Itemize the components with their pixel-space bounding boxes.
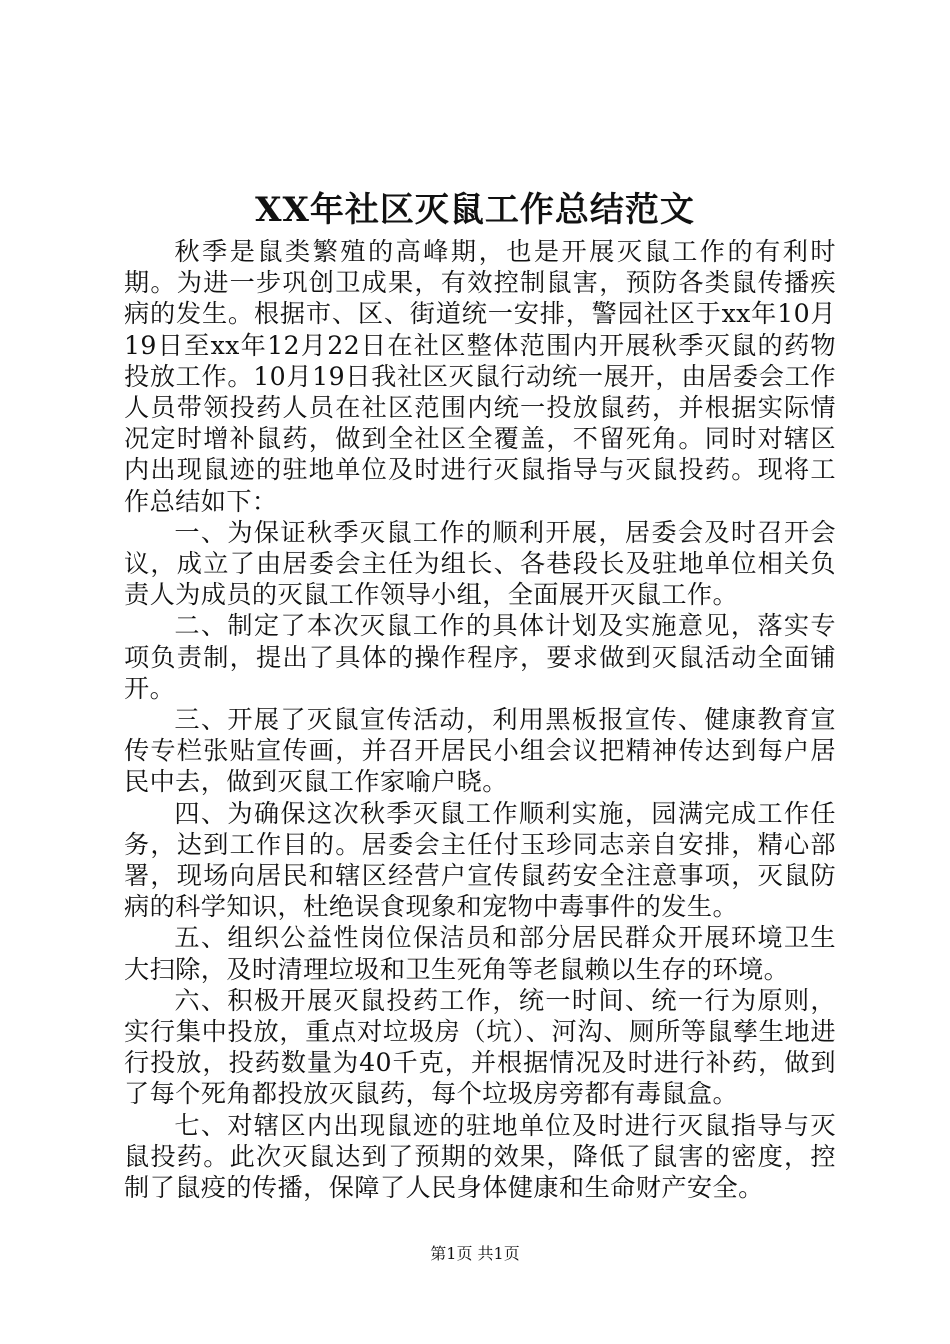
item-paragraph-6: 六、积极开展灭鼠投药工作，统一时间、统一行为原则，实行集中投放，重点对垃圾房（坑）、河沟、厕所等鼠孳生地进行投放，投药数量为40千克，并根据情况及时进行补药，做到了每个死角都投放灭鼠药，每个垃圾房旁都有毒鼠盒。 [124,985,836,1109]
intro-paragraph: 秋季是鼠类繁殖的高峰期，也是开展灭鼠工作的有利时期。为进一步巩创卫成果，有效控制鼠害，预防各类鼠传播疾病的发生。根据市、区、街道统一安排，警园社区于xx年10月19日至xx年12月22日在社区整体范围内开展秋季灭鼠的药物投放工作。10月19日我社区灭鼠行动统一展开，由居委会工作人员带领投药人员在社区范围内统一投放鼠药，并根据实际情况定时增补鼠药，做到全社区全覆盖，不留死角。同时对辖区内出现鼠迹的驻地单位及时进行灭鼠指导与灭鼠投药。现将工作总结如下： [124,237,836,516]
item-paragraph-2: 二、制定了本次灭鼠工作的具体计划及实施意见，落实专项负责制，提出了具体的操作程序，要求做到灭鼠活动全面铺开。 [124,611,836,703]
item-paragraph-5: 五、组织公益性岗位保洁员和部分居民群众开展环境卫生大扫除，及时清理垃圾和卫生死角等老鼠赖以生存的环境。 [124,923,836,984]
document-title: XX年社区灭鼠工作总结范文 [255,190,695,230]
item-paragraph-3: 三、开展了灭鼠宣传活动，利用黑板报宣传、健康教育宣传专栏张贴宣传画，并召开居民小组会议把精神传达到每户居民中去，做到灭鼠工作家喻户晓。 [124,705,836,797]
item-paragraph-4: 四、为确保这次秋季灭鼠工作顺利实施，园满完成工作任务，达到工作目的。居委会主任付玉珍同志亲自安排，精心部署，现场向居民和辖区经营户宣传鼠药安全注意事项，灭鼠防病的科学知识，杜绝误食现象和宠物中毒事件的发生。 [124,798,836,922]
page-number-footer: 第1页 共1页 [430,1244,520,1263]
item-paragraph-1: 一、为保证秋季灭鼠工作的顺利开展，居委会及时召开会议，成立了由居委会主任为组长、各巷段长及驻地单位相关负责人为成员的灭鼠工作领导小组，全面展开灭鼠工作。 [124,517,836,610]
item-paragraph-7: 七、对辖区内出现鼠迹的驻地单位及时进行灭鼠指导与灭鼠投药。此次灭鼠达到了预期的效果，降低了鼠害的密度，控制了鼠疫的传播，保障了人民身体健康和生命财产安全。 [124,1110,836,1203]
document-body [124,236,836,1203]
